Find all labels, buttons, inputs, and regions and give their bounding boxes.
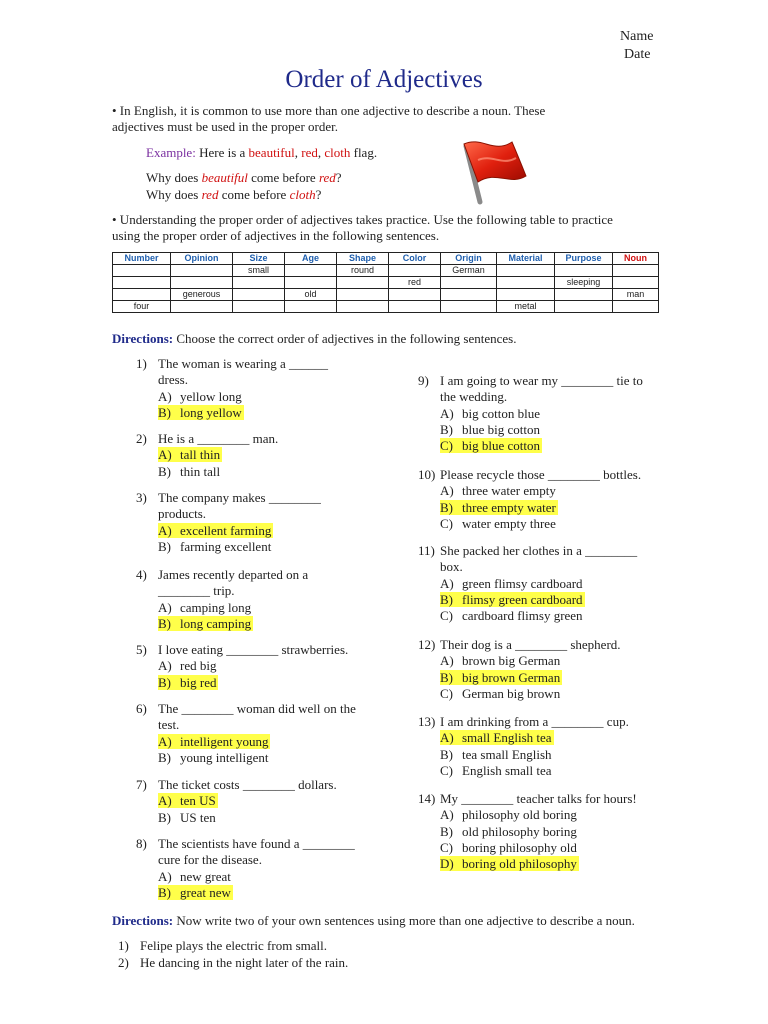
header-number: Number (113, 253, 171, 265)
table-cell: round (337, 265, 389, 277)
answer-option[interactable] (440, 653, 660, 669)
question-stem: James recently departed on a ________ trip. (158, 567, 309, 599)
option-letter: A) (158, 658, 172, 674)
example-pre: Here is a (199, 145, 246, 160)
table-cell (113, 277, 171, 289)
table-cell (285, 265, 337, 277)
answer-option-correct[interactable] (158, 523, 348, 539)
table-cell (285, 301, 337, 313)
option-text: ten US (180, 793, 216, 809)
table-cell (613, 301, 659, 313)
option-letter: B) (158, 809, 171, 825)
option-text: long yellow (180, 404, 242, 420)
example-word-1: beautiful (248, 145, 295, 160)
intro-bullet-1-line-1: • In English, it is common to use more than one adjective to describe a noun. These (112, 103, 546, 118)
table-cell (613, 277, 659, 289)
option-text: excellent farming (180, 522, 272, 538)
question-stem: Their dog is a ________ shepherd. (440, 637, 621, 652)
why1-end: ? (335, 170, 342, 185)
option-letter: A) (440, 483, 454, 499)
table-cell (497, 265, 555, 277)
answer-option-content (440, 763, 554, 778)
answer-option[interactable] (440, 576, 660, 592)
answer-option[interactable] (158, 389, 348, 405)
table-cell (613, 265, 659, 277)
name-label: Name (620, 29, 654, 44)
answer-option-content (440, 686, 562, 701)
answer-option-content (440, 653, 562, 668)
table-cell (497, 277, 555, 289)
header-color: Color (389, 253, 441, 265)
option-letter: D) (440, 856, 454, 872)
table-cell (441, 289, 497, 301)
answer-option[interactable] (440, 747, 660, 763)
question-stem: The ticket costs ________ dollars. (158, 777, 337, 792)
header-age: Age (285, 253, 337, 265)
answer-2-num: 2) (118, 955, 129, 970)
answer-option-correct[interactable] (158, 405, 348, 421)
answer-option-content (440, 856, 579, 871)
answer-option[interactable] (440, 686, 660, 702)
answer-option-content (158, 750, 270, 765)
directions-1 (112, 331, 516, 347)
answer-1-text: Felipe plays the electric from small. (140, 938, 327, 953)
table-cell: small (233, 265, 285, 277)
table-cell: man (613, 289, 659, 301)
table-cell (113, 265, 171, 277)
answer-option-content (158, 810, 218, 825)
table-cell (555, 301, 613, 313)
answer-option[interactable] (440, 422, 660, 438)
answer-option-content (158, 675, 218, 690)
option-text: long camping (180, 615, 252, 631)
option-text: big blue cotton (462, 438, 540, 454)
directions-2-text: Now write two of your own sentences using more than one adjective to describe a noun. (176, 913, 635, 928)
question-number: 1) (136, 356, 147, 371)
option-text: big brown German (462, 669, 561, 685)
option-letter: A) (440, 405, 454, 421)
option-text: three water empty (462, 483, 556, 499)
option-letter: B) (158, 749, 171, 765)
example-post: flag. (353, 145, 378, 160)
option-letter: A) (440, 807, 454, 823)
table-cell: four (113, 301, 171, 313)
question-number: 14) (418, 791, 436, 806)
option-text: cardboard flimsy green (462, 608, 583, 624)
option-text: farming excellent (180, 538, 272, 554)
answer-option-content (440, 576, 585, 591)
option-text: intelligent young (180, 733, 269, 749)
question-stem: Please recycle those ________ bottles. (440, 467, 642, 482)
intro-bullet-1 (112, 103, 652, 135)
header-size: Size (233, 253, 285, 265)
question-number: 5) (136, 642, 147, 657)
why2-word-2: cloth (289, 187, 316, 202)
question-stem: She packed her clothes in a ________ box. (440, 543, 638, 575)
directions-1-text: Choose the correct order of adjectives in the following sentences. (176, 331, 517, 346)
answer-option-content (440, 592, 585, 607)
answer-option-correct[interactable] (158, 793, 358, 809)
question-stem: He is a ________ man. (158, 431, 279, 446)
date-label: Date (624, 47, 651, 62)
question-number: 2) (136, 431, 147, 446)
option-letter: A) (158, 868, 172, 884)
option-letter: A) (158, 522, 172, 538)
option-letter: A) (440, 653, 454, 669)
option-letter: A) (158, 733, 172, 749)
question-stem: The ________ woman did well on the test. (158, 701, 356, 733)
answer-option-content (158, 539, 273, 554)
table-cell (441, 277, 497, 289)
answer-option-correct[interactable] (440, 670, 660, 686)
answer-option-content (158, 447, 222, 462)
example-label: Example: (146, 145, 196, 160)
answer-option[interactable] (158, 600, 348, 616)
answer-option-correct[interactable] (440, 438, 660, 454)
answer-option[interactable] (440, 516, 660, 532)
header-noun: Noun (613, 253, 659, 265)
table-cell: metal (497, 301, 555, 313)
why1-word-1: beautiful (201, 170, 248, 185)
intro-bullet-2-line-2: using the proper order of adjectives in the following sentences. (112, 228, 440, 243)
table-cell: generous (171, 289, 233, 301)
table-cell (389, 301, 441, 313)
question-stem: I am going to wear my ________ tie to the wedding. (440, 373, 643, 405)
answer-option[interactable] (440, 807, 660, 823)
answer-option[interactable] (440, 763, 660, 779)
option-letter: C) (440, 608, 453, 624)
table-row (113, 289, 659, 301)
why2-end: ? (315, 187, 322, 202)
answer-option-content (440, 730, 554, 745)
comma: , (294, 145, 298, 160)
option-letter: A) (440, 730, 454, 746)
question-stem: The company makes ________ products. (158, 490, 321, 522)
answer-option[interactable] (158, 750, 378, 766)
answer-option-content (158, 734, 270, 749)
answer-option-content (158, 523, 273, 538)
table-cell (497, 289, 555, 301)
option-letter: C) (440, 438, 453, 454)
answer-option-correct[interactable] (158, 675, 368, 691)
option-text: small English tea (462, 730, 552, 746)
option-text: three empty water (462, 499, 556, 515)
option-text: new great (180, 868, 231, 884)
directions-1-label: Directions: (112, 331, 174, 346)
answer-option-correct[interactable] (158, 885, 378, 901)
header-shape: Shape (337, 253, 389, 265)
option-letter: B) (440, 591, 453, 607)
header-opinion: Opinion (171, 253, 233, 265)
table-header-row (113, 253, 659, 265)
answer-line-1 (118, 938, 327, 954)
table-cell: red (389, 277, 441, 289)
why2-word-1: red (201, 187, 219, 202)
option-text: red big (180, 658, 217, 674)
intro-bullet-1-line-2: adjectives must be used in the proper order. (112, 119, 338, 134)
question-number: 7) (136, 777, 147, 792)
option-text: boring old philosophy (462, 856, 577, 872)
question-number: 3) (136, 490, 147, 505)
answer-1-num: 1) (118, 938, 129, 953)
option-letter: B) (158, 538, 171, 554)
answer-option[interactable] (158, 539, 348, 555)
answer-option-content (158, 616, 253, 631)
answer-option-content (440, 670, 562, 685)
why1-pre: Why does (146, 170, 199, 185)
comma: , (317, 145, 322, 160)
answer-option-correct[interactable] (440, 856, 660, 872)
why2-pre: Why does (146, 187, 199, 202)
option-text: tall thin (180, 447, 221, 463)
option-text: great new (180, 884, 231, 900)
table-cell (389, 289, 441, 301)
option-letter: B) (158, 615, 171, 631)
table-cell: German (441, 265, 497, 277)
question-stem: The scientists have found a ________ cure for the disease. (158, 836, 355, 868)
answer-option-content (440, 824, 579, 839)
option-letter: A) (158, 793, 172, 809)
answer-option-content (440, 438, 542, 453)
directions-2-label: Directions: (112, 913, 174, 928)
answer-option[interactable] (440, 483, 660, 499)
table-cell (337, 301, 389, 313)
table-cell (285, 277, 337, 289)
option-letter: C) (440, 762, 453, 778)
answer-option-content (158, 464, 222, 479)
question-number: 4) (136, 567, 147, 582)
example-word-3: cloth (324, 145, 351, 160)
option-letter: B) (440, 823, 453, 839)
header-purpose: Purpose (555, 253, 613, 265)
intro-bullet-2-line-1: • Understanding the proper order of adjectives takes practice. Use the following table to practice (112, 212, 613, 227)
answer-option-content (158, 869, 233, 884)
option-letter: B) (440, 499, 453, 515)
option-text: old philosophy boring (462, 823, 577, 839)
option-letter: B) (158, 463, 171, 479)
option-text: thin tall (180, 463, 221, 479)
table-cell (555, 265, 613, 277)
option-text: green flimsy cardboard (462, 575, 583, 591)
option-text: yellow long (180, 388, 242, 404)
option-letter: A) (158, 388, 172, 404)
option-letter: C) (440, 685, 453, 701)
option-letter: C) (440, 839, 453, 855)
option-text: boring philosophy old (462, 839, 577, 855)
why1-mid: come before (251, 170, 316, 185)
option-letter: B) (440, 421, 453, 437)
question-number: 12) (418, 637, 436, 652)
table-cell (337, 277, 389, 289)
directions-2 (112, 913, 635, 929)
answer-option[interactable] (440, 824, 660, 840)
answer-option-content (158, 658, 218, 673)
question-stem: My ________ teacher talks for hours! (440, 791, 637, 806)
option-letter: A) (440, 575, 454, 591)
table-cell (233, 277, 285, 289)
option-text: English small tea (462, 762, 552, 778)
answer-option-correct[interactable] (158, 734, 378, 750)
table-cell (233, 289, 285, 301)
answer-option[interactable] (440, 608, 660, 624)
question-number: 10) (418, 467, 436, 482)
table-row (113, 301, 659, 313)
answer-option-correct[interactable] (440, 730, 660, 746)
answer-option-content (440, 422, 542, 437)
example-word-2: red (301, 145, 318, 160)
table-row (113, 277, 659, 289)
table-cell (171, 265, 233, 277)
option-text: brown big German (462, 653, 561, 669)
option-letter: B) (158, 674, 171, 690)
table-cell (337, 289, 389, 301)
question-number: 8) (136, 836, 147, 851)
answer-option-content (158, 885, 233, 900)
table-row (113, 265, 659, 277)
option-text: US ten (180, 809, 216, 825)
question-stem: I am drinking from a ________ cup. (440, 714, 629, 729)
option-text: water empty three (462, 515, 556, 531)
answer-option-correct[interactable] (158, 616, 348, 632)
option-letter: A) (158, 599, 172, 615)
why-question-1 (146, 170, 342, 186)
answer-option-content (440, 500, 558, 515)
table-cell: old (285, 289, 337, 301)
answer-option-correct[interactable] (440, 500, 660, 516)
intro-bullet-2 (112, 212, 672, 244)
option-text: German big brown (462, 685, 561, 701)
header-origin: Origin (441, 253, 497, 265)
answer-option-content (440, 747, 554, 762)
table-cell (171, 277, 233, 289)
answer-option-content (440, 483, 558, 498)
answer-option-content (440, 608, 585, 623)
answer-option-content (440, 406, 542, 421)
option-text: big red (180, 674, 217, 690)
answer-option-content (440, 807, 579, 822)
answer-option-correct[interactable] (440, 592, 660, 608)
answer-option-content (158, 389, 244, 404)
answer-option-content (158, 793, 218, 808)
option-text: blue big cotton (462, 421, 540, 437)
option-text: young intelligent (180, 749, 269, 765)
header-material: Material (497, 253, 555, 265)
option-text: flimsy green cardboard (462, 591, 583, 607)
option-text: camping long (180, 599, 252, 615)
adjective-order-table (112, 252, 659, 313)
answer-option-content (440, 840, 579, 855)
question-number: 9) (418, 373, 429, 388)
question-number: 13) (418, 714, 436, 729)
answer-option[interactable] (158, 658, 368, 674)
option-letter: B) (440, 746, 453, 762)
answer-option[interactable] (158, 869, 378, 885)
answer-option-content (440, 516, 558, 531)
option-letter: B) (158, 884, 171, 900)
example-sentence (146, 145, 377, 161)
table-cell (555, 289, 613, 301)
answer-option-content (158, 600, 253, 615)
question-stem: The woman is wearing a ______ dress. (158, 356, 329, 388)
answer-2-text: He dancing in the night later of the rain. (140, 955, 349, 970)
option-text: tea small English (462, 746, 552, 762)
option-letter: C) (440, 515, 453, 531)
answer-option[interactable] (158, 464, 348, 480)
answer-option[interactable] (158, 810, 358, 826)
question-number: 11) (418, 543, 435, 558)
why1-word-2: red (318, 170, 336, 185)
table-cell (233, 301, 285, 313)
option-letter: B) (440, 669, 453, 685)
table-cell: sleeping (555, 277, 613, 289)
page-title: Order of Adjectives (285, 66, 483, 93)
answer-option[interactable] (440, 840, 660, 856)
answer-option-correct[interactable] (158, 447, 348, 463)
question-number: 6) (136, 701, 147, 716)
option-text: big cotton blue (462, 405, 540, 421)
option-text: philosophy old boring (462, 807, 577, 823)
option-letter: B) (158, 404, 171, 420)
answer-option-content (158, 405, 244, 420)
question-stem: I love eating ________ strawberries. (158, 642, 349, 657)
why-question-2 (146, 187, 321, 203)
answer-line-2 (118, 955, 348, 971)
table-cell (113, 289, 171, 301)
table-cell (441, 301, 497, 313)
table-cell (389, 265, 441, 277)
option-letter: A) (158, 447, 172, 463)
why2-mid: come before (221, 187, 287, 202)
table-cell (171, 301, 233, 313)
red-flag-icon (452, 136, 528, 206)
answer-option[interactable] (440, 406, 660, 422)
